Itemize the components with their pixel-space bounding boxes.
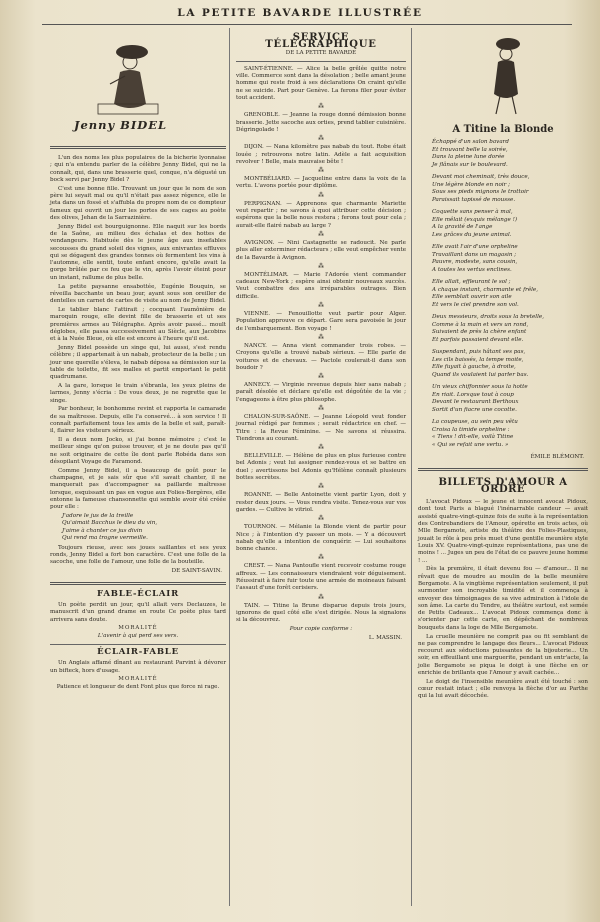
poem-line: Et vers le ciel prendre son vol. — [432, 301, 519, 308]
paragraph: Jenny Bidel possède un singe qui, lui aussi, s'est rendu célèbre ; il appartenait à un nabab, protecteur de la belle ; un jour une querelle s'éleva, le nabab déposa sa démission sur la table de toilette, fit ses malles et partit emportant le petit quadrumane. — [50, 344, 226, 381]
jenny-title-wrap — [50, 118, 226, 132]
dispatch-item: VIENNE. — Fenouillotte veut partir pour Alger. Population approuve ce départ. Gare sera pavoisée le jour de l'embarquement. Bon voyage ! — [236, 311, 406, 332]
dispatch-item: DIJON. — Nana kilomètre pas nabab du tout. Robe était louée ; retrouvons notre latin. Adèle a fait acquisition revolver ! Belle, mais mauvaise bête ! — [236, 144, 406, 165]
dispatch-item: GRENOBLE. — Jeanne la rouge donné démission bonne brasserie. Jette sacoche aux orties, prend tablier cuisinière. Dégringolade ! — [236, 112, 407, 133]
dispatch-list — [236, 66, 406, 625]
separator-asterisks: ⁂ — [318, 302, 324, 310]
paragraph: L'avocat Pidoux — le jeune et innocent avocat Pidoux, dont tout Paris a blagué l'inénarrable candeur — avait assisté quatre-vingt-quinze fois de suite à la représentation des Contrebandiers de l'Amour, opérette en trois actes, où Mlle Bergamote, artiste du théâtre des Folies-Plastiques, jouait le rôle à peu près muet d'une gentille meunière style Louis XV. Quatre-vingt-quinze représentations, pas une de moins ! ... Juges un peu de l'état de ce pauvre jeune homme ! ... — [418, 499, 588, 564]
paragraph: Le doigt de l'insensible meunière avait été touché : son cœur restait intact ; elle renvoya la flèche d'or au Parthe qui la lui avait décochée. — [418, 678, 588, 700]
poem-signature: ÉMILE BLÉMONT. — [530, 454, 584, 461]
poem-stanza — [432, 279, 588, 309]
verse-line: J'aime à chanter ce jus divin — [62, 527, 143, 534]
paragraph: Dès la première, il était devenu fou — d'amour... Il ne rêvait que de moudre au moulin de la belle meunière Bergamote. A la vingtième représentation seulement, il put surmonter son incroyable timidité et il commença à envoyer des témoignages de sa vive admiration à l'idole de son âme. La carte du Tendre, au théâtre surtout, est semée de Petits Cadeaux... L'avocat Pidoux commença donc à s'orienter par cette carte, en dépêchant de nombreux bouquets dans la loge de Mlle Bergamote. — [418, 566, 588, 631]
poem-stanza — [432, 244, 588, 274]
article-title: BILLETS D'AMOUR A ORDRE — [438, 476, 568, 495]
poem-line: Je flânais sur le boulevard. — [432, 161, 508, 168]
dispatch-item: CHALON-SUR-SAÔNE. — Jeanne Léopold veut fonder journal rédigé par femmes ; serait rédactrice en chef. — Titre : la Revue Féminine. — Ne savons si réussira. Tiendrons au courant. — [236, 413, 406, 442]
poem-line: « Tiens ! dit-elle, voilà Titine — [432, 434, 514, 441]
fable-title: FABLE-ÉCLAIR — [97, 588, 179, 599]
poem-line: Paraissait tapissé de mousse. — [432, 196, 516, 203]
fable-text: Un poète perdit un jour, qu'il allait vers Declauzes, le manuscrit d'un grand drame en route Ce poète plus tard arrivera sans doute. — [50, 602, 226, 623]
poem-line: Une légère blonde en noir ; — [432, 181, 510, 188]
closing-line: Pour copie conforme : — [289, 626, 353, 633]
poem — [432, 139, 588, 449]
dispatch-item: MONTÉLIMAR. — Marie l'Adorée vient commander cadeaux New-York ; espère ainsi obtenir nouveaux succès. Veut combattre des ans irréparables outrages. Bien difficile. — [236, 271, 406, 300]
poem-stanza — [432, 209, 588, 239]
column-divider — [411, 28, 412, 906]
paragraph: C'est une bonne fille. Trouvant un jour que le nom de son père lui seyait mal ou qu'il n'était pas assez régence, elle le jeta dans un fossé et s'affubla du propre nom de ce dompteur fameux qui ouvrit un jour les portes de ses cages au poète des olives, Jehan de la Sarrazinière. — [50, 185, 226, 221]
poem-line: A chaque instant, charmante et frêle, — [432, 286, 539, 293]
poem-line: Dans la pleine lune dorée — [432, 154, 505, 161]
dispatch-item: PERPIGNAN. — Apprenons que charmante Mariette veut repartir ; ne savons à quoi attribuer cette décision ; espérons que la belle nous restera ; ferons tout pour cela ; aurait-elle flairé nabab au large ? — [236, 200, 406, 229]
poem-line: La coupeuse, au sein peu vêtu — [432, 419, 518, 426]
poem-line: Devant moi cheminait, très douce, — [432, 174, 530, 181]
paragraph: Jenny Bidel est bourguignonne. Elle naquit sur les bords de la Saône, au milieu des échalas et des hottes de vendangeurs. Habituée dès le jeune âge aux insefables secousses du grand soleil des vignes, aux enivrantes effluves qui se dégagent des grandes tonnes où fermentent les vins à l'automne, elle sentit, toute enfant encore, qu'elle avait la gorge brûlée par ce feu que le vin, après l'avoir éteint pour un instant, rallume de plus belle. — [50, 223, 226, 281]
separator-asterisks: ⁂ — [318, 483, 324, 491]
verse-line: J'adore le jus de la treille — [62, 512, 134, 519]
top-rule — [42, 24, 572, 25]
dispatch-item: CREST. — Nana Pantoufle vient recevoir costume rouge affreux. — Les connaisseurs viendraient voir déguisement. Réussirait à faire fuir toute une armée de moineaux faisant l'assaut d'une forêt cerisiers. — [236, 563, 406, 592]
paragraph: Comme Jenny Bidel, il a beaucoup de goût pour le champagne, et je sais sûr que s'il savait chanter, il ne manquerait pas d'accompagner sa paillarde maîtresse lorsque, esquissant un pas en vogue aux Folies-Bergères, elle entonne la fameuse chansonnette qui semble avoir été créée pour elle : — [50, 467, 226, 511]
poem-stanza — [432, 139, 588, 169]
paragraph: Il a deux nom Jocko, si j'ai bonne mémoire ; c'est le meilleur singe qu'on puisse trouver, et je ne doute pas qu'il ne soit originaire de cette île dont parle Robéda dans son désopilant Voyage de Faramond. — [50, 436, 226, 465]
poem-line: Les grâces du jeune animal. — [432, 231, 512, 238]
poem-line: Elle allait, effleurant le sol ; — [432, 279, 511, 286]
poem-line: Deux messieurs, droits sous la bretelle, — [432, 314, 544, 321]
column-right — [418, 30, 588, 702]
poem-line: Coquette sans penser à mal, — [432, 209, 513, 216]
separator-asterisks: ⁂ — [318, 444, 324, 452]
poem-line: Comme à la main et vers un rond, — [432, 321, 529, 328]
section-title: SERVICE TÉLÉGRAPHIQUE — [265, 32, 377, 51]
separator-asterisks: ⁂ — [318, 103, 324, 111]
paragraph: L'un des noms les plus populaires de la bicherie lyonnaise ; qui n'a entendu parler de la célèbre Jenny Bidel, qui ne la connaît, qui, dans une brasserie quel, conque, n'a dégusté un bock servi par Jenny Bidel ? — [50, 155, 226, 183]
separator-asterisks: ⁂ — [318, 333, 324, 341]
separator-asterisks: ⁂ — [318, 230, 324, 238]
dispatch-item: TOURNON. — Mélanie la Blonde vient de partir pour Nice ; à l'intention d'y passer un mois. — Y a découvert nabab qu'elle a intention de conquérir. — Lui souhaitons bonne chance. — [236, 524, 406, 553]
article-title: Jenny BIDEL — [74, 118, 168, 132]
moral-label: MORALITÉ — [118, 625, 158, 632]
paragraph: A la gare, lorsque le train s'ébranla, les yeux pleins de larmes, Jenny s'écria : De vous deux, je ne regrette que le singe. — [50, 382, 226, 404]
separator-asterisks: ⁂ — [318, 404, 324, 412]
song-verse — [62, 513, 226, 543]
masthead: LA PETITE BAVARDE ILLUSTRÉE — [177, 7, 423, 19]
poem-line: Elle mêlait (exquis mélange !) — [432, 216, 518, 223]
separator-asterisks: ⁂ — [318, 191, 324, 199]
poem-line: Et parfois passaient devant elle. — [432, 336, 524, 343]
fable-title: ÉCLAIR-FABLE — [97, 647, 179, 658]
dispatch-item: BELLEVILLE. — Hélène de plus en plus furieuse contre bel Adonis ; veut lui assigner rendez-vous et se battre en duel ; avertissons bel Adonis qu'Hélène connaît plusieurs bottes secrètes. — [236, 453, 406, 482]
section-subtitle: DE LA PETITE BAVARDE — [285, 49, 357, 56]
separator-asterisks: ⁂ — [318, 135, 324, 143]
paragraph: Par bonheur, le bonhomme revint et rapporta le camarade de sa maîtresse. Depuis, elle l'a conservé... à son service ! Il connaît parfaitement tous les amis de la belle et sait, paraît-il, flairer les visiteurs sérieux. — [50, 406, 226, 435]
fable-text: Un Anglais affamé dînant au restaurant Parvint à dévorer un bifteck, hors d'usage. — [50, 660, 226, 674]
paragraph: Le tablier blanc l'attirait ; cocquant l'aumônière de maroquin rouge, elle devint fille de brasserie et ut ses premières armes au Télégraphe. Après avoir passé... moult déglobes, elle passa successivement au Siècle, aux Jacobins et à la Nuée Bleue, où elle est encore à l'heure qu'il est. — [50, 306, 226, 343]
separator-asterisks: ⁂ — [318, 262, 324, 270]
poem-line: Travaillant dans un magasin ; — [432, 251, 517, 258]
dispatch-item: ROANNE. — Belle Antoinette vient partir Lyon, doit y rester deux jours. — Vous rendra visite. Tenez-vous sur vos gardes. — Cultive le vitriol. — [236, 492, 406, 513]
moral-label: MORALITÉ — [118, 676, 158, 683]
column-left — [50, 30, 226, 691]
poem-line: Sous ses pieds mignons le trottoir — [432, 189, 529, 196]
column-middle — [236, 30, 406, 647]
poem-line: En riait. Lorsque tout à coup — [432, 391, 514, 398]
poem-line: « Qui se refait une vertu. » — [432, 441, 509, 448]
poem-line: Sortit d'un fiacre une cocotte. — [432, 406, 517, 413]
illustration-woman-icon — [90, 34, 170, 122]
poem-line: Elle fuyait à gauche, à droite, — [432, 364, 516, 371]
title-rule — [50, 146, 226, 149]
moral-text: Patience et longueur de dent Font plus que force ni rage. — [56, 683, 220, 690]
separator-asterisks: ⁂ — [318, 593, 324, 601]
poem-line: Elle avait l'air d'une orpheline — [432, 244, 518, 251]
poem-line: Pauvre, modeste, sans cousin, — [432, 259, 518, 266]
poem-stanza — [432, 419, 588, 449]
poem-line: Et trouvant belle la soirée, — [432, 146, 508, 153]
poem-line: Quand ils voulaient lui parler bas. — [432, 371, 529, 378]
poem-line: Elle semblait ouvrir son aile — [432, 294, 512, 301]
paragraph: La cruelle meunière ne comprit pas ou fit semblant de ne pas comprendre le langage des fleurs... L'avocat Pidoux recourut aux séductions puissantes de la bijouterie... Un soir, en effeuillant une marguerite, pendant un entr'acte, la jolie Bergamote se piqua le doigt à une flèche en or enrichie de brillants que l'Amour y avait cachée... — [418, 633, 588, 677]
dispatch-item: SAINT-ÉTIENNE. — Alice la belle grêlée quitte notre ville. Commerce sont dans la désolation ; belle amant jeune homme qui reste froid à ses déclarations On craint qu'elle ne se suicide. Part pour Genève. La ferons filer pour éviter tout accident. — [236, 65, 406, 102]
section-rule — [50, 644, 226, 645]
poem-title: A Titine la Blonde — [452, 124, 554, 135]
dispatch-item: NANCY. — Anna vient commander trois robes. — Croyons qu'elle a trouvé nabab sérieux. — Elle parle de voitures et de chevaux. — Pactole coulerait-il dans son boudoir ? — [236, 342, 406, 371]
dispatch-item: AVIGNON. — Nini Castagnette se radoucit. Ne parle plus aller exterminer rédacteurs ; elle veut empêcher vente de la Bavarde à Avignon. — [236, 239, 406, 261]
poem-line: Suspendant, puis hâtant ses pas, — [432, 349, 526, 356]
verse-line: Qu'aimait Bacchus le dieu du vin, — [62, 520, 158, 527]
poem-stanza — [432, 174, 588, 204]
moral-text: L'avenir à qui perd ses vers. — [97, 632, 179, 639]
paragraph: La petite paysanne ensabottée, Eugénie Bouquin, se réveilla bacchante un beau jour, ayant sous son oreiller de dentelles un carnet de cartes de visite au nom de Jenny Bidel. — [50, 283, 226, 305]
poem-line: Croisa la timide orpheline : — [432, 426, 510, 433]
column-divider — [229, 28, 230, 906]
poem-stanza — [432, 349, 588, 379]
verse-line: Qui rend ma trogne vermeille. — [62, 535, 148, 542]
separator-asterisks: ⁂ — [318, 373, 324, 381]
poem-line: Devant le restaurant Berthoux — [432, 399, 519, 406]
poem-line: Les cils baissés, la tempe moite, — [432, 356, 524, 363]
section-rule — [418, 468, 588, 471]
poem-line: Échappé d'un salon bavard — [432, 139, 509, 146]
section-rule — [50, 582, 226, 585]
separator-asterisks: ⁂ — [318, 515, 324, 523]
poem-stanza — [432, 314, 588, 344]
poem-line: Suivaient de près la chère enfant — [432, 329, 527, 336]
dispatch-item: ANNECY. — Virginie revenue depuis hier sans nabab ; paraît désolée et déclare qu'elle est dégoûtée de la vie ; l'engageons à être plus philosophe. — [236, 382, 406, 403]
illustration-girl-icon — [476, 32, 536, 118]
poem-line: A toutes les vertus enclines. — [432, 266, 512, 273]
signature: DE SAINT-SAVIN. — [171, 568, 222, 575]
poem-stanza — [432, 384, 588, 414]
dispatch-item: MONTBÉLIARD. — Jacqueline entre dans la voix de la vertu. L'avons portée pour diplôme. — [236, 176, 406, 190]
section-rule — [236, 61, 406, 62]
poem-line: Un vieux chiffonnier sous la hotte — [432, 384, 528, 391]
poem-line: A la gravité de l'ange — [432, 224, 493, 231]
signature: L. MASSIN. — [368, 635, 402, 642]
jenny-title-block — [50, 30, 226, 155]
paragraph: Toujours rieuse, avec ses joues saillantes et ses yeux ronds, Jenny Bidel a fort bon caractère. C'est une folle de la sacoche, une folle de l'amour, une folle de la bouteille. — [50, 544, 226, 566]
dispatch-item: TAIN. — Titine la Brune disparue depuis trois jours, ignorons de quel côté elle s'est dirigée. Nous la signalons si la découvrez. — [236, 602, 406, 624]
titine-illustration-block — [418, 30, 588, 126]
separator-asterisks: ⁂ — [318, 167, 324, 175]
separator-asterisks: ⁂ — [318, 554, 324, 562]
